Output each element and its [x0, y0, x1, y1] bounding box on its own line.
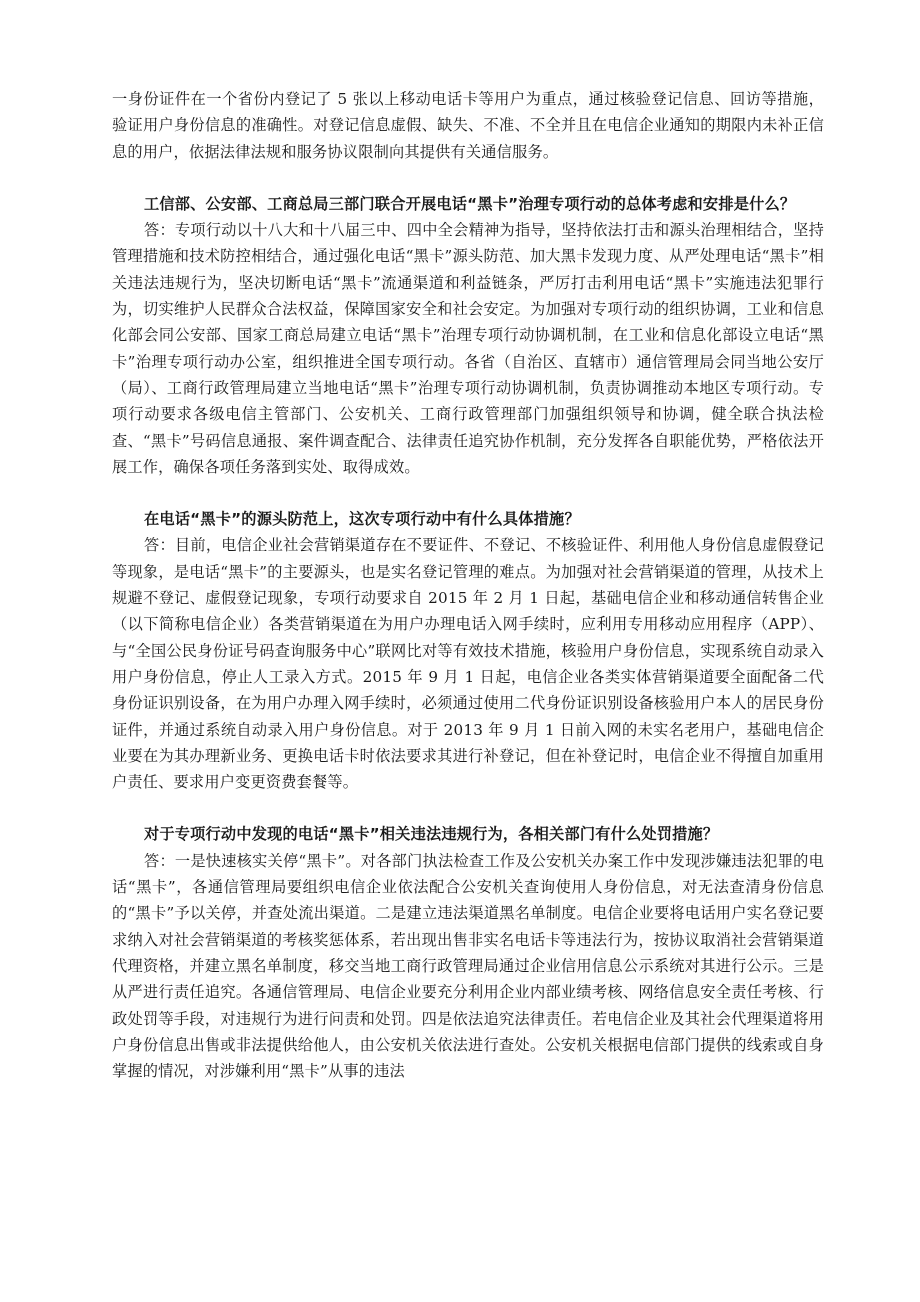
- section-question: 在电话“黑卡”的源头防范上，这次专项行动中有什么具体措施？: [144, 510, 580, 529]
- section-answer: 答：一是快速核实关停“黑卡”。对各部门执法检查工作及公安机关办案工作中发现涉嫌违法犯罪的电话“黑卡”，各通信管理局要组织电信企业依法配合公安机关查询使用人身份信息，对无法查清身份信息的“黑卡”予以关停，并查处流出渠道。二是建立违法渠道黑名单制度。电信企业要将电话用户实名登记要求纳入对社会营销渠道的考核奖惩体系，若出现出售非实名电话卡等违法行为，按协议取消社会营销渠道代理资格，并建立黑名单制度，移交当地工商行政管理局通过企业信用信息公示系统对其进行公示。三是从严进行责任追究。各通信管理局、电信企业要充分利用企业内部业绩考核、网络信息安全责任考核、行政处罚等手段，对违规行为进行问责和处罚。四是依法追究法律责任。若电信企业及其社会代理渠道将用户身份信息出售或非法提供给他人，由公安机关依法进行查处。公安机关根据电信部门提供的线索或自身掌握的情况，对涉嫌利用“黑卡”从事的违法: [112, 851, 824, 1081]
- section-answer: 答：目前，电信企业社会营销渠道存在不要证件、不登记、不核验证件、利用他人身份信息虚假登记等现象，是电话“黑卡”的主要源头，也是实名登记管理的难点。为加强对社会营销渠道的管理，从技术上规避不登记、虚假登记现象，专项行动要求自 2015 年 2 月 1 日起，基础电信企业和移动通信转售企业（以下简称电信企业）各类营销渠道在为用户办理电话入网手续时，应利用专用移动应用程序（APP）、与“全国公民身份证号码查询服务中心”联网比对等有效技术措施，核验用户身份信息，实现系统自动录入用户身份信息，停止人工录入方式。2015 年 9 月 1 日起，电信企业各类实体营销渠道要全面配备二代身份证识别设备，在为用户办理入网手续时，必须通过使用二代身份证识别设备核验用户本人的居民身份证件，并通过系统自动录入用户身份信息。对于 2013 年 9 月 1 日前入网的未实名老用户，基础电信企业要在为其办理新业务、更换电话卡时依法要求其进行补登记，但在补登记时，电信企业不得擅自加重用户责任、要求用户变更资费套餐等。: [112, 536, 824, 792]
- document-page: [112, 86, 824, 1084]
- section-answer: 答：专项行动以十八大和十八届三中、四中全会精神为指导，坚持依法打击和源头治理相结合，坚持管理措施和技术防控相结合，通过强化电话“黑卡”源头防范、加大黑卡发现力度、从严处理电话“黑卡”相关违法违规行为，坚决切断电话“黑卡”流通渠道和利益链条，严厉打击利用电话“黑卡”实施违法犯罪行为，切实维护人民群众合法权益，保障国家安全和社会安定。为加强对专项行动的组织协调，工业和信息化部会同公安部、国家工商总局建立电话“黑卡”治理专项行动协调机制，在工业和信息化部设立电话“黑卡”治理专项行动办公室，组织推进全国专项行动。各省（自治区、直辖市）通信管理局会同当地公安厅（局）、工商行政管理局建立当地电话“黑卡”治理专项行动协调机制，负责协调推动本地区专项行动。专项行动要求各级电信主管部门、公安机关、工商行政管理部门加强组织领导和协调，健全联合执法检查、“黑卡”号码信息通报、案件调查配合、法律责任追究协作机制，充分发挥各自职能优势，严格依法开展工作，确保各项任务落到实处、取得成效。: [112, 221, 824, 476]
- section-question: 对于专项行动中发现的电话“黑卡”相关违法违规行为，各相关部门有什么处罚措施？: [144, 825, 719, 844]
- section-gap: [112, 480, 824, 506]
- section-gap: [112, 795, 824, 821]
- section-gap: [112, 165, 824, 191]
- section-question: 工信部、公安部、工商总局三部门联合开展电话“黑卡”治理专项行动的总体考虑和安排是什么？: [144, 194, 796, 213]
- intro-paragraph: 一身份证件在一个省份内登记了 5 张以上移动电话卡等用户为重点，通过核验登记信息、回访等措施，验证用户身份信息的准确性。对登记信息虚假、缺失、不准、不全并且在电信企业通知的期限内未补正信息的用户，依据法律法规和服务协议限制向其提供有关通信服务。: [112, 90, 824, 161]
